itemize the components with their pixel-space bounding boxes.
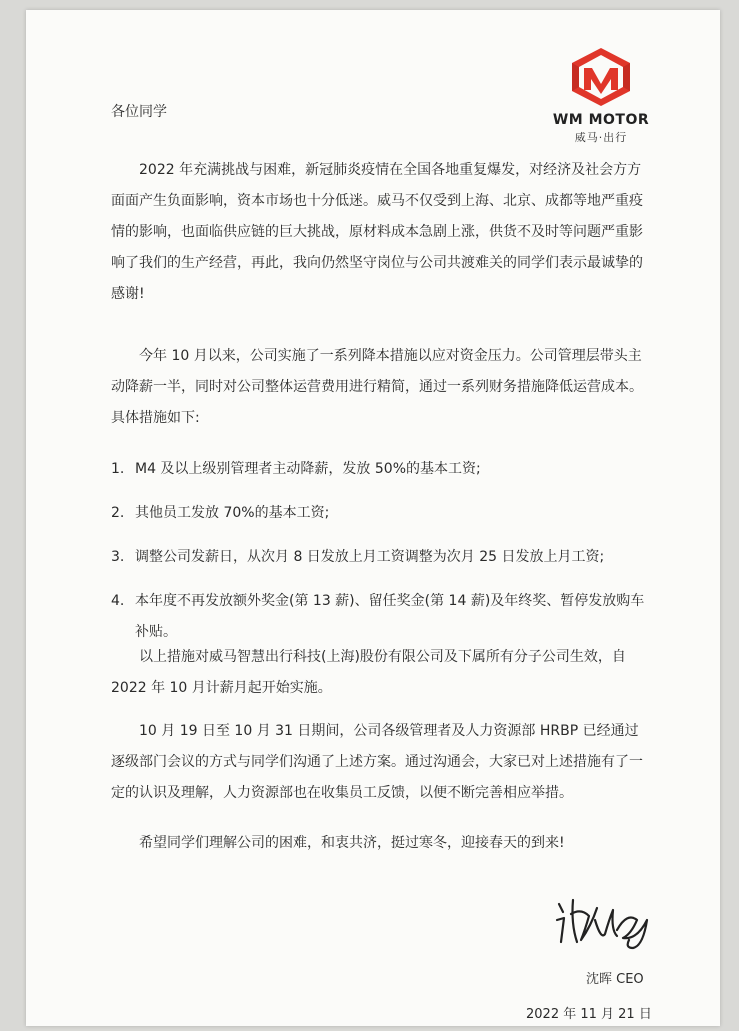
paragraph-communication [111, 716, 651, 809]
measures-list [111, 454, 651, 661]
paragraph-text: 今年 10 月以来，公司实施了一系列降本措施以应对资金压力。公司管理层带头主动降薪一半，同时对公司整体运营费用进行精简，通过一系列财务措施降低运营成本。具体措施如下: [111, 348, 643, 426]
paragraph-text: 2022 年充满挑战与困难，新冠肺炎疫情在全国各地重复爆发，对经济及社会方方面面产生负面影响，资本市场也十分低迷。威马不仅受到上海、北京、成都等地严重疫情的影响，也面临供应链的巨大挑战，原材料成本急剧上涨，供货不及时等问题严重影响了我们的生产经营，再此，我向仍然坚守岗位与公司共渡难关的同学们表示最诚挚的感谢! [111, 162, 643, 302]
list-item [111, 498, 651, 529]
brand-name-en: WM MOTOR [552, 112, 650, 128]
list-item-text: 调整公司发薪日，从次月 8 日发放上月工资调整为次月 25 日发放上月工资; [135, 549, 605, 565]
list-item-text: M4 及以上级别管理者主动降薪，发放 50%的基本工资; [135, 461, 481, 477]
list-item [111, 454, 651, 485]
list-item [111, 542, 651, 573]
list-item-text: 其他员工发放 70%的基本工资; [135, 505, 330, 521]
greeting: 各位同学 [111, 104, 167, 120]
list-number: 2. [111, 505, 125, 521]
list-number: 3. [111, 549, 125, 565]
letter-page [26, 10, 720, 1026]
brand-name-cn: 威马·出行 [574, 131, 628, 144]
paragraph-text: 希望同学们理解公司的困难，和衷共济，挺过寒冬，迎接春天的到来! [139, 835, 565, 851]
list-number: 4. [111, 593, 125, 609]
paragraph-text: 10 月 19 日至 10 月 31 日期间，公司各级管理者及人力资源部 HRBP 已经通过逐级部门会议的方式与同学们沟通了上述方案。通过沟通会，大家已对上述措施有了一定的认识及理解，人力资源部也在收集员工反馈，以便不断完善相应举措。 [111, 723, 643, 801]
signer-name: 沈晖 CEO [586, 972, 644, 987]
paragraph-intro [111, 155, 651, 310]
paragraph-closing [111, 828, 651, 859]
handwritten-signature [551, 890, 661, 952]
list-item-text: 本年度不再发放额外奖金(第 13 薪)、留任奖金(第 14 薪)及年终奖、暂停发放购车补贴。 [135, 593, 645, 640]
wm-motor-logo [546, 46, 656, 145]
letter-date: 2022 年 11 月 21 日 [526, 1007, 652, 1022]
list-item [111, 586, 651, 648]
list-number: 1. [111, 461, 125, 477]
paragraph-text: 以上措施对威马智慧出行科技(上海)股份有限公司及下属所有分子公司生效，自 2022 年 10 月计薪月起开始实施。 [111, 649, 626, 696]
paragraph-scope [111, 642, 651, 704]
wm-logo-icon [568, 46, 634, 108]
paragraph-cost-measures [111, 341, 651, 434]
